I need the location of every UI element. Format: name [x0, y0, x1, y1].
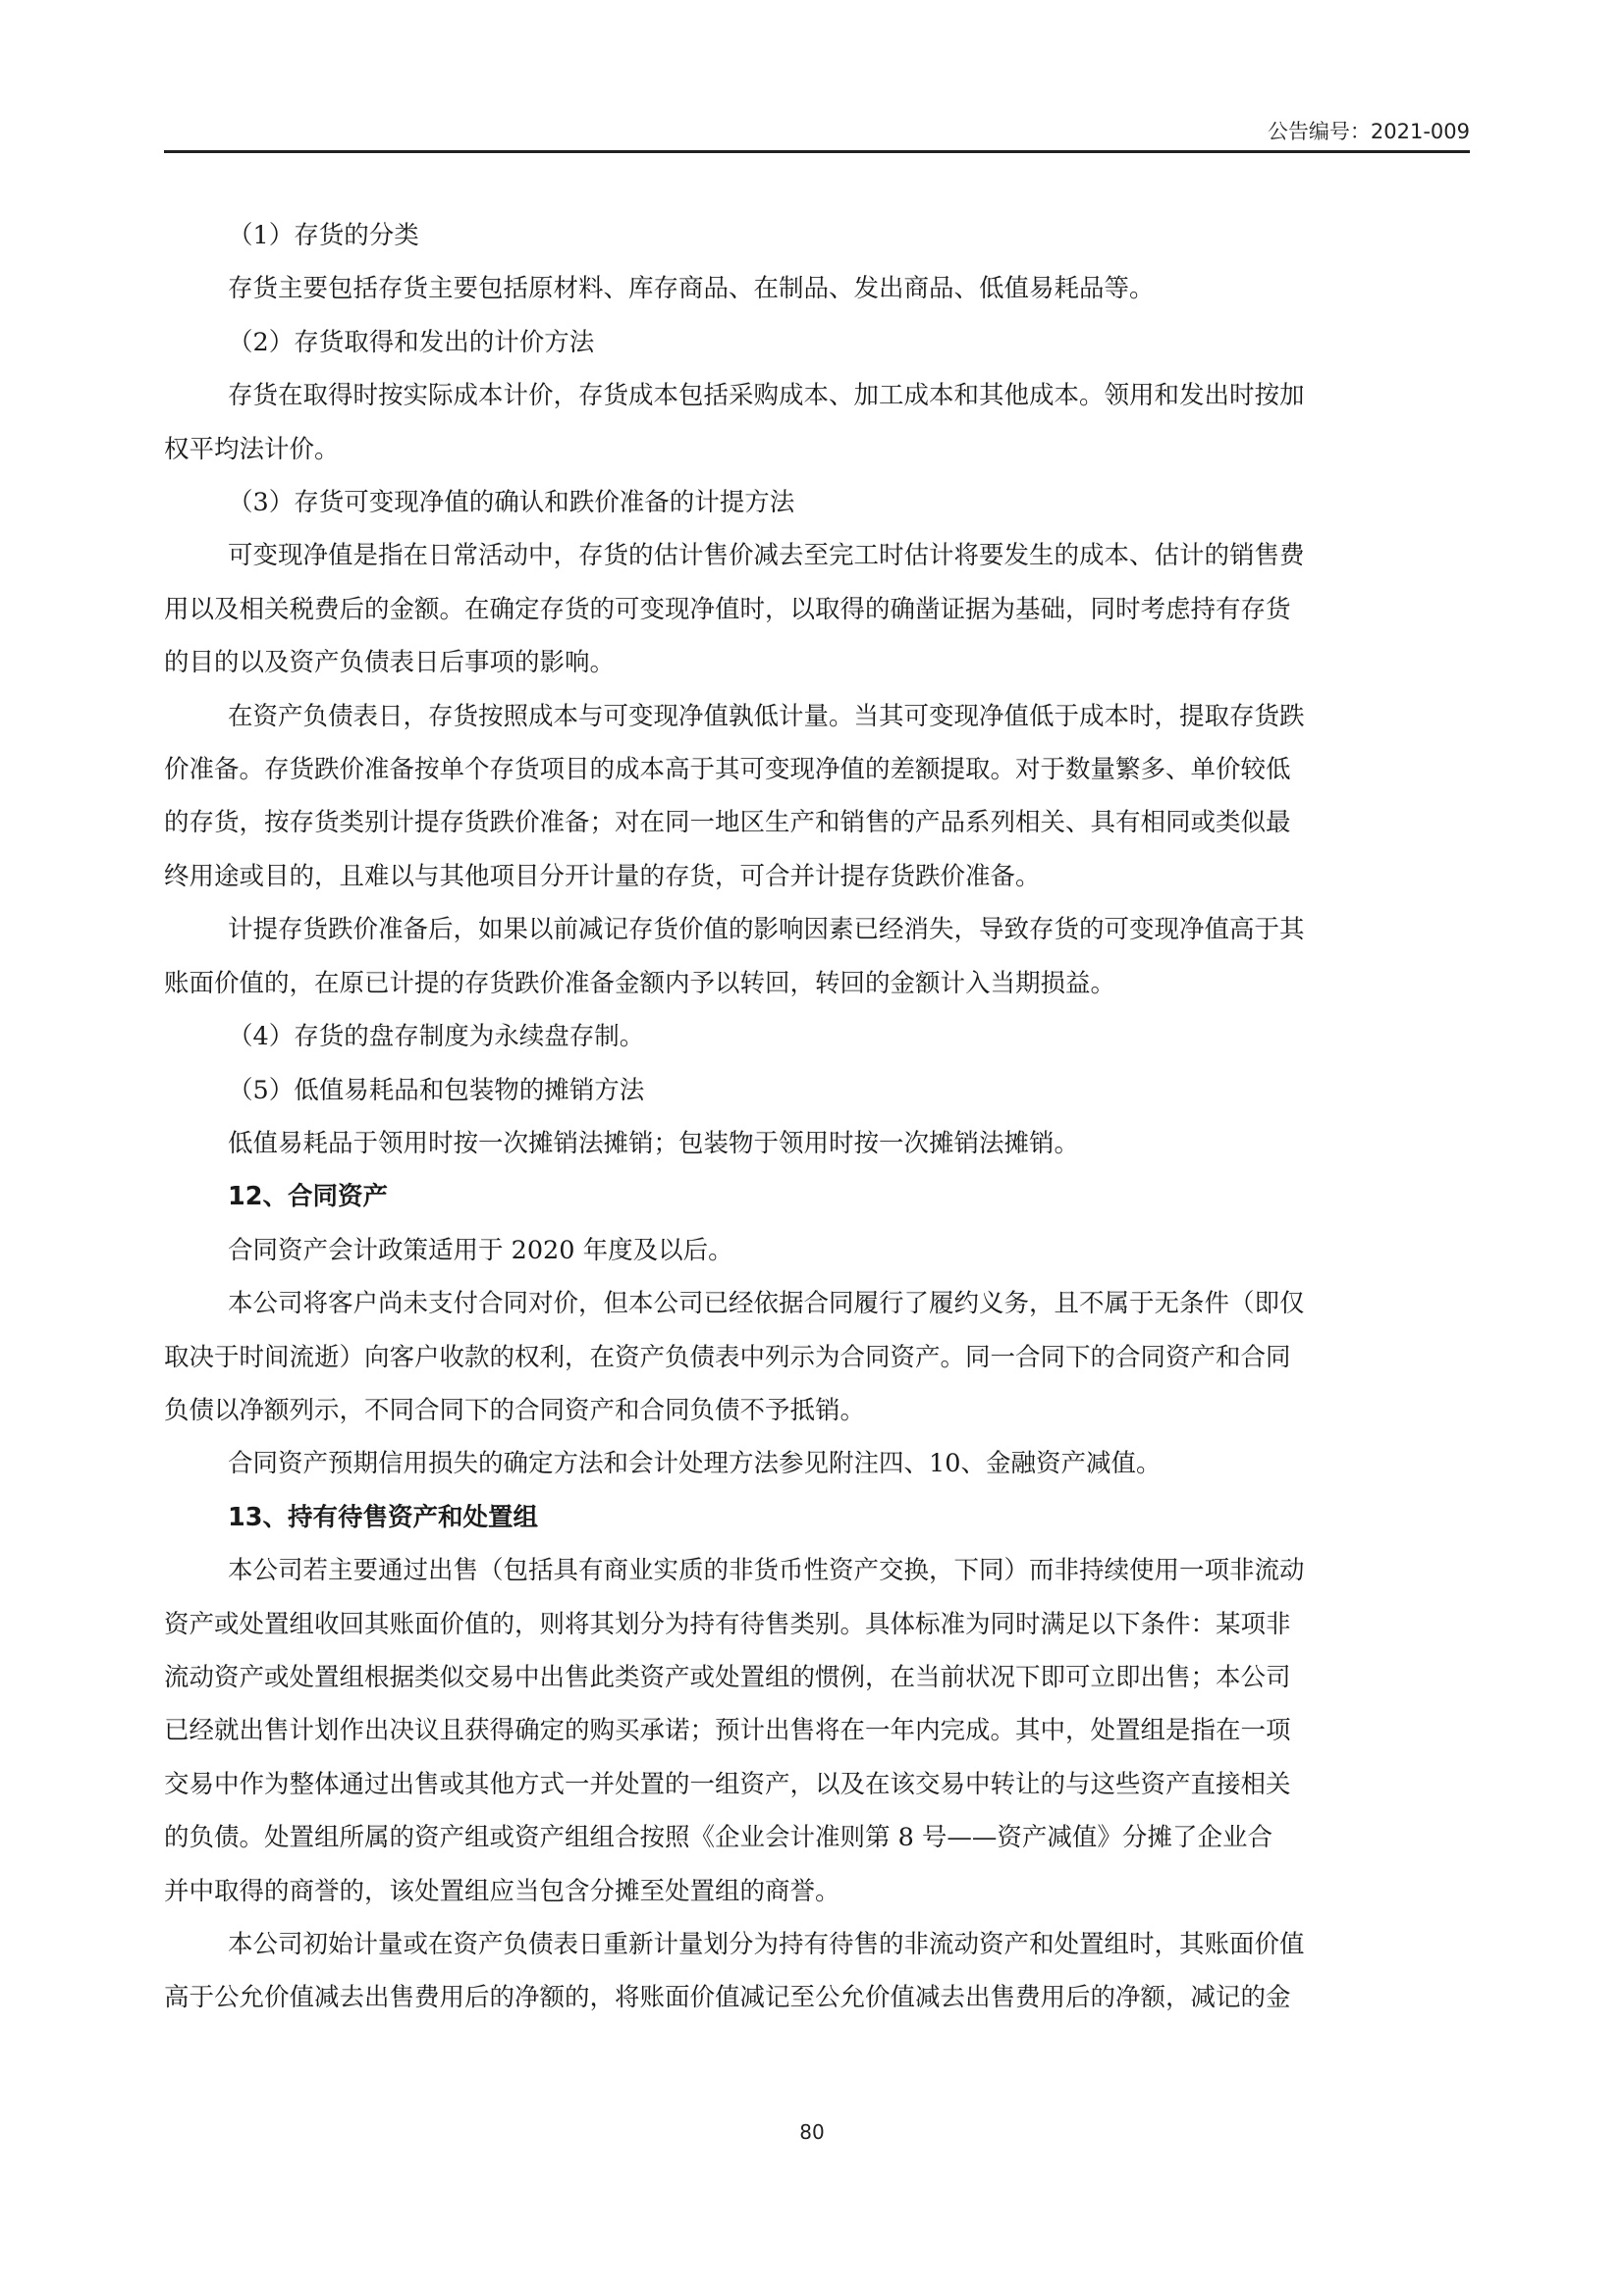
text-line: 存货主要包括存货主要包括原材料、库存商品、在制品、发出商品、低值易耗品等。 — [228, 274, 1155, 304]
text-line: 高于公允价值减去出售费用后的净额的，将账面价值减记至公允价值减去出售费用后的净额，减记的金 — [164, 1983, 1291, 2013]
text-line: 的负债。处置组所属的资产组或资产组组合按照《企业会计准则第 8 号——资产减值》分摊了企业合 — [164, 1823, 1272, 1853]
text-line: 计提存货跌价准备后，如果以前减记存货价值的影响因素已经消失，导致存货的可变现净值高于其 — [228, 915, 1305, 945]
text-line: 取决于时间流逝）向客户收款的权利，在资产负债表中列示为合同资产。同一合同下的合同资产和合同 — [164, 1342, 1291, 1372]
text-line: 可变现净值是指在日常活动中，存货的估计售价减去至完工时估计将要发生的成本、估计的销售费 — [228, 541, 1305, 571]
text-line: （5）低值易耗品和包装物的摊销方法 — [228, 1075, 645, 1105]
announcement-number: 公告编号：2021-009 — [1267, 120, 1470, 143]
text-line: 在资产负债表日，存货按照成本与可变现净值孰低计量。当其可变现净值低于成本时，提取存货跌 — [228, 701, 1305, 731]
text-line: 用以及相关税费后的金额。在确定存货的可变现净值时，以取得的确凿证据为基础，同时考虑持有存货 — [164, 594, 1291, 624]
text-line: 低值易耗品于领用时按一次摊销法摊销；包装物于领用时按一次摊销法摊销。 — [228, 1128, 1080, 1158]
section-heading: 13、持有待售资产和处置组 — [228, 1502, 538, 1532]
text-line: 权平均法计价。 — [164, 434, 340, 464]
text-line: 的存货，按存货类别计提存货跌价准备；对在同一地区生产和销售的产品系列相关、具有相同或类似最 — [164, 808, 1291, 838]
text-line: 本公司初始计量或在资产负债表日重新计量划分为持有待售的非流动资产和处置组时，其账面价值 — [228, 1930, 1305, 1959]
text-line: （4）存货的盘存制度为永续盘存制。 — [228, 1022, 645, 1052]
text-line: 负债以净额列示，不同合同下的合同资产和合同负债不予抵销。 — [164, 1395, 866, 1425]
section-heading: 12、合同资产 — [228, 1182, 388, 1212]
text-line: 存货在取得时按实际成本计价，存货成本包括采购成本、加工成本和其他成本。领用和发出时按加 — [228, 381, 1305, 411]
text-line: 并中取得的商誉的，该处置组应当包含分摊至处置组的商誉。 — [164, 1876, 840, 1906]
text-line: 终用途或目的，且难以与其他项目分开计量的存货，可合并计提存货跌价准备。 — [164, 861, 1041, 891]
text-line: （3）存货可变现净值的确认和跌价准备的计提方法 — [228, 488, 795, 518]
text-line: 流动资产或处置组根据类似交易中出售此类资产或处置组的惯例，在当前状况下即可立即出售；本公司 — [164, 1662, 1291, 1692]
text-line: 账面价值的，在原已计提的存货跌价准备金额内予以转回，转回的金额计入当期损益。 — [164, 968, 1116, 998]
text-line: 价准备。存货跌价准备按单个存货项目的成本高于其可变现净值的差额提取。对于数量繁多、单价较低 — [164, 755, 1291, 785]
text-line: 资产或处置组收回其账面价值的，则将其划分为持有待售类别。具体标准为同时满足以下条件：某项非 — [164, 1609, 1291, 1639]
text-line: 已经就出售计划作出决议且获得确定的购买承诺；预计出售将在一年内完成。其中，处置组是指在一项 — [164, 1716, 1291, 1746]
text-line: （2）存货取得和发出的计价方法 — [228, 327, 595, 357]
page-header — [164, 111, 1470, 153]
text-line: 本公司若主要通过出售（包括具有商业实质的非货币性资产交换，下同）而非持续使用一项非流动 — [228, 1556, 1305, 1586]
text-line: 的目的以及资产负债表日后事项的影响。 — [164, 648, 616, 678]
text-line: 合同资产预期信用损失的确定方法和会计处理方法参见附注四、10、金融资产减值。 — [228, 1449, 1162, 1479]
text-line: （1）存货的分类 — [228, 221, 419, 250]
text-line: 本公司将客户尚未支付合同对价，但本公司已经依据合同履行了履约义务，且不属于无条件（即仅 — [228, 1289, 1305, 1319]
text-line: 合同资产会计政策适用于 2020 年度及以后。 — [228, 1235, 733, 1265]
text-line: 交易中作为整体通过出售或其他方式一并处置的一组资产，以及在该交易中转让的与这些资产直接相关 — [164, 1769, 1291, 1799]
document-body — [164, 209, 1470, 2025]
page-number: 80 — [799, 2120, 825, 2144]
